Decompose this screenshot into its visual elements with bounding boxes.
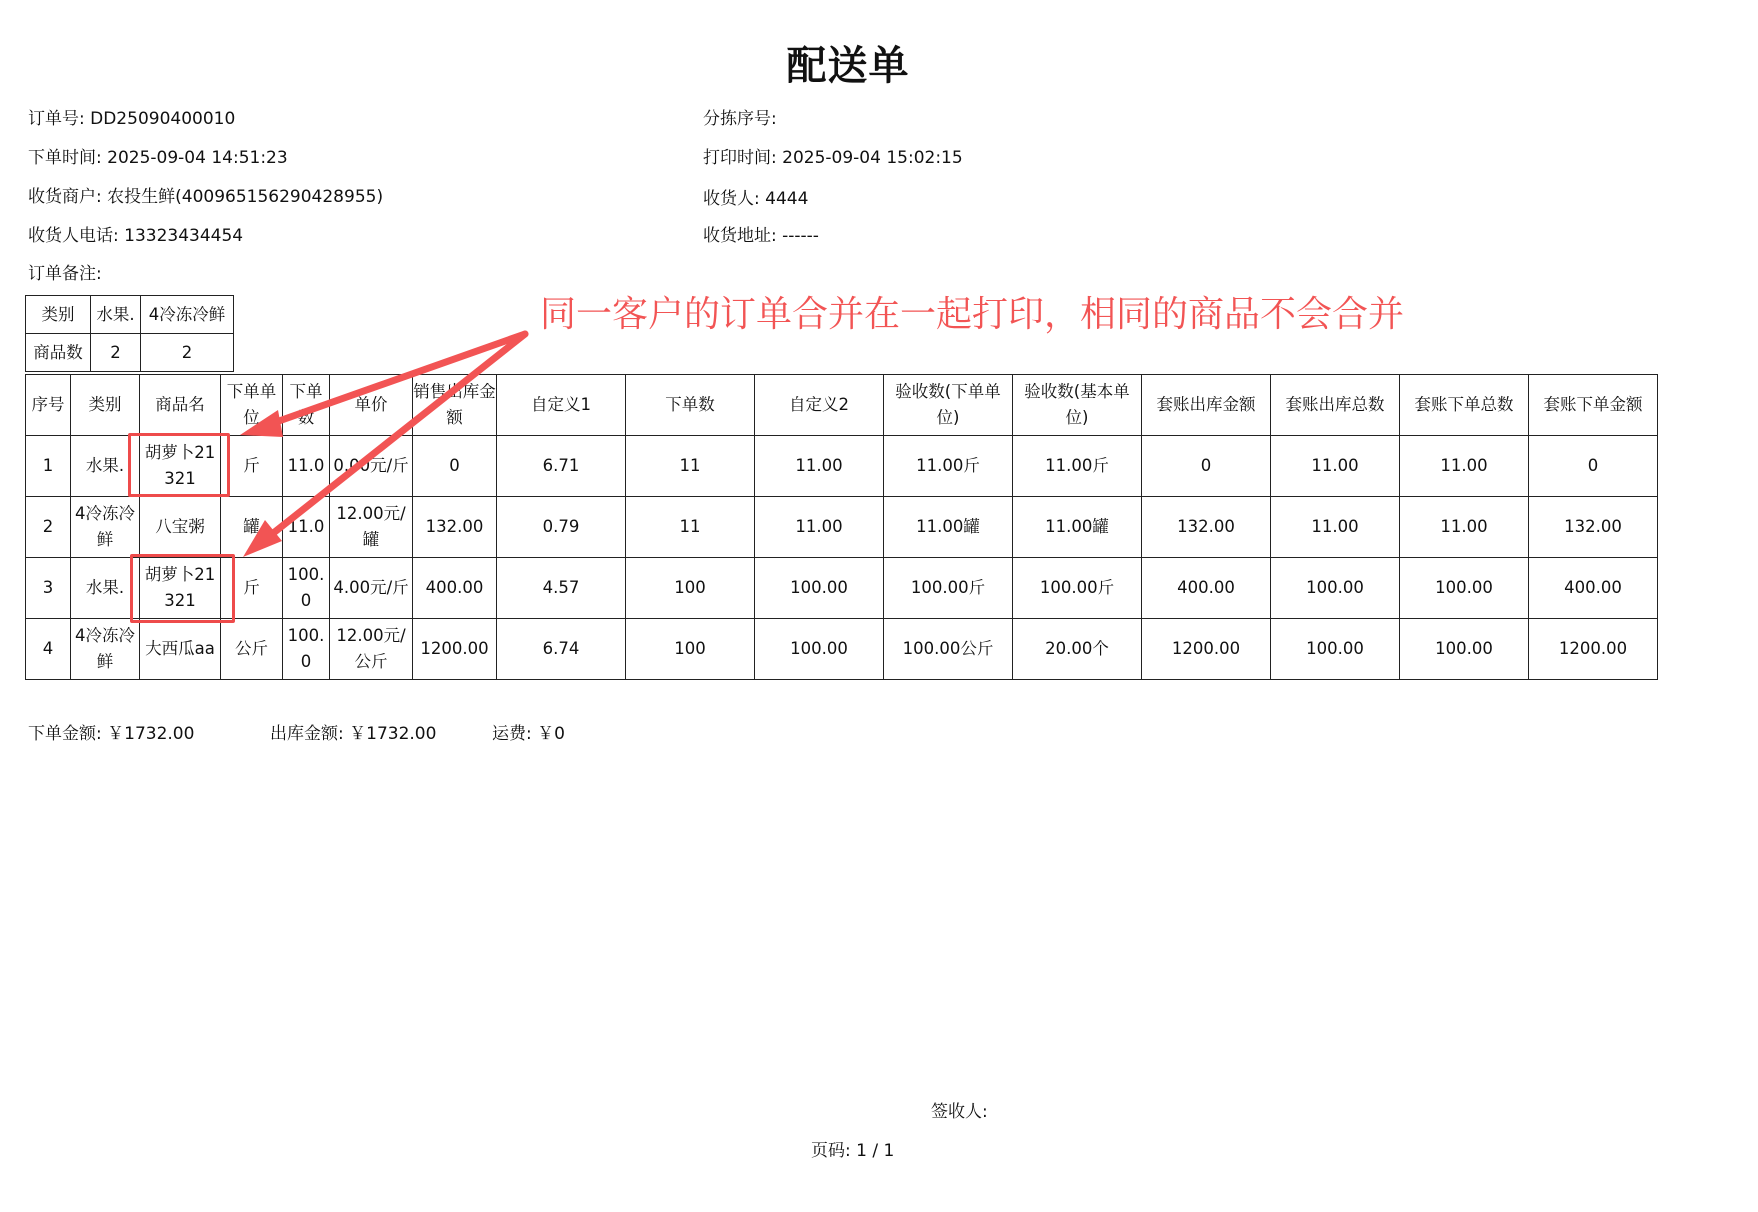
col-header: 套账出库总数 xyxy=(1271,375,1400,436)
order-no: 订单号: DD25090400010 xyxy=(28,109,236,129)
table-cell: 132.00 xyxy=(1529,497,1658,558)
col-header: 验收数(下单单位) xyxy=(884,375,1013,436)
col-header: 单价 xyxy=(330,375,413,436)
table-cell: 11.00罐 xyxy=(1013,497,1142,558)
category-label: 类别 xyxy=(26,296,91,334)
table-cell: 4.00元/斤 xyxy=(330,558,413,619)
col-header: 套账下单金额 xyxy=(1529,375,1658,436)
col-header: 套账出库金额 xyxy=(1142,375,1271,436)
receiver: 收货人: 4444 xyxy=(703,189,809,209)
order-amount-total: 下单金额: ￥1732.00 xyxy=(28,724,195,744)
freight-total: 运费: ￥0 xyxy=(492,724,565,744)
item-count-cell: 2 xyxy=(141,334,234,372)
table-cell: 6.74 xyxy=(497,619,626,680)
item-count-cell: 2 xyxy=(91,334,141,372)
arrow-to-row3 xyxy=(262,334,525,542)
table-cell: 0.79 xyxy=(497,497,626,558)
arrowhead-row3 xyxy=(243,520,282,557)
table-cell: 水果. xyxy=(71,558,140,619)
table-cell: 3 xyxy=(26,558,71,619)
arrow-to-row1 xyxy=(262,334,525,427)
table-cell: 12.00元/罐 xyxy=(330,497,413,558)
table-cell: 12.00元/公斤 xyxy=(330,619,413,680)
table-cell: 11.00斤 xyxy=(884,436,1013,497)
table-cell: 132.00 xyxy=(413,497,497,558)
table-cell: 1200.00 xyxy=(1529,619,1658,680)
table-cell: 1200.00 xyxy=(413,619,497,680)
print-time: 打印时间: 2025-09-04 15:02:15 xyxy=(703,148,963,168)
table-cell: 100 xyxy=(626,619,755,680)
out-amount-total: 出库金额: ￥1732.00 xyxy=(270,724,437,744)
table-cell: 100.00 xyxy=(1400,619,1529,680)
table-cell: 11.00 xyxy=(1400,436,1529,497)
table-cell: 400.00 xyxy=(1529,558,1658,619)
col-header: 自定义2 xyxy=(755,375,884,436)
table-cell: 大西瓜aa xyxy=(140,619,221,680)
table-cell: 0 xyxy=(1142,436,1271,497)
table-cell: 4.57 xyxy=(497,558,626,619)
table-cell: 斤 xyxy=(221,558,283,619)
col-header: 自定义1 xyxy=(497,375,626,436)
order-time: 下单时间: 2025-09-04 14:51:23 xyxy=(28,148,288,168)
col-header: 销售出库金额 xyxy=(413,375,497,436)
table-cell: 11.0 xyxy=(283,497,330,558)
table-cell: 0.00元/斤 xyxy=(330,436,413,497)
table-cell: 100.00 xyxy=(1271,619,1400,680)
table-cell: 1200.00 xyxy=(1142,619,1271,680)
sort-no: 分拣序号: xyxy=(703,109,777,129)
table-cell: 11.00 xyxy=(1271,497,1400,558)
table-cell: 11.00 xyxy=(1271,436,1400,497)
table-cell: 11.00 xyxy=(755,436,884,497)
table-cell: 胡萝卜21321 xyxy=(140,558,221,619)
signer-label: 签收人: xyxy=(931,1102,988,1122)
table-cell: 100.00 xyxy=(1400,558,1529,619)
table-cell: 4冷冻冷鲜 xyxy=(71,619,140,680)
table-cell: 11.00 xyxy=(755,497,884,558)
table-cell: 罐 xyxy=(221,497,283,558)
table-cell: 11 xyxy=(626,497,755,558)
category-cell: 4冷冻冷鲜 xyxy=(141,296,234,334)
table-cell: 2 xyxy=(26,497,71,558)
category-cell: 水果. xyxy=(91,296,141,334)
table-cell: 100 xyxy=(626,558,755,619)
table-cell: 100.00 xyxy=(755,619,884,680)
table-cell: 0 xyxy=(413,436,497,497)
table-cell: 0 xyxy=(1529,436,1658,497)
table-cell: 100.0 xyxy=(283,558,330,619)
table-cell: 11 xyxy=(626,436,755,497)
table-cell: 20.00个 xyxy=(1013,619,1142,680)
table-cell: 1 xyxy=(26,436,71,497)
receiver-address: 收货地址: ------ xyxy=(703,226,819,246)
table-cell: 100.00斤 xyxy=(884,558,1013,619)
col-header: 序号 xyxy=(26,375,71,436)
col-header: 下单数 xyxy=(283,375,330,436)
table-cell: 400.00 xyxy=(413,558,497,619)
table-cell: 八宝粥 xyxy=(140,497,221,558)
arrowhead-row1 xyxy=(240,410,283,437)
table-cell: 4冷冻冷鲜 xyxy=(71,497,140,558)
page-title: 配送单 xyxy=(786,43,910,89)
col-header: 下单单位 xyxy=(221,375,283,436)
table-cell: 11.00 xyxy=(1400,497,1529,558)
table-cell: 公斤 xyxy=(221,619,283,680)
col-header: 套账下单总数 xyxy=(1400,375,1529,436)
table-cell: 100.00斤 xyxy=(1013,558,1142,619)
table-cell: 斤 xyxy=(221,436,283,497)
col-header: 验收数(基本单位) xyxy=(1013,375,1142,436)
table-cell: 400.00 xyxy=(1142,558,1271,619)
table-cell: 6.71 xyxy=(497,436,626,497)
table-cell: 11.00斤 xyxy=(1013,436,1142,497)
merchant: 收货商户: 农投生鲜(400965156290428955) xyxy=(28,187,384,207)
receiver-phone: 收货人电话: 13323434454 xyxy=(28,226,244,246)
table-cell: 100.00公斤 xyxy=(884,619,1013,680)
annotation-text: 同一客户的订单合并在一起打印，相同的商品不会合并 xyxy=(540,294,1405,335)
col-header: 类别 xyxy=(71,375,140,436)
col-header: 商品名 xyxy=(140,375,221,436)
order-remark: 订单备注: xyxy=(28,264,102,284)
col-header: 下单数 xyxy=(626,375,755,436)
table-cell: 4 xyxy=(26,619,71,680)
table-cell: 11.00罐 xyxy=(884,497,1013,558)
table-cell: 11.0 xyxy=(283,436,330,497)
table-cell: 100.00 xyxy=(1271,558,1400,619)
table-cell: 水果. xyxy=(71,436,140,497)
table-cell: 100.0 xyxy=(283,619,330,680)
item-count-label: 商品数 xyxy=(26,334,91,372)
table-cell: 胡萝卜21321 xyxy=(140,436,221,497)
page-number: 页码: 1 / 1 xyxy=(811,1141,895,1161)
table-cell: 100.00 xyxy=(755,558,884,619)
table-cell: 132.00 xyxy=(1142,497,1271,558)
